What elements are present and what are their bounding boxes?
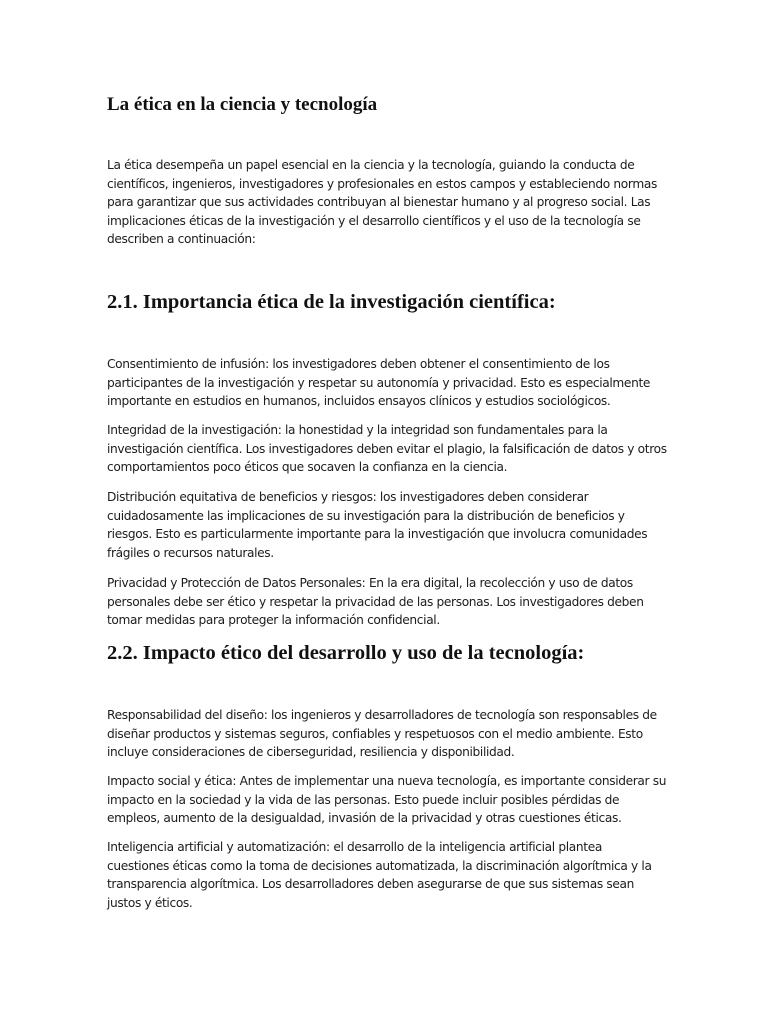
paragraph-consentimiento: Consentimiento de infusión: los investigadores deben obtener el consentimiento de los participantes de la investigación y respetar su autonomía y privacidad. Esto es especialmente importante en estudios en humanos, incluidos ensayos clínicos y estudios sociológicos.	[107, 357, 651, 409]
document-title: La ética en la ciencia y tecnología	[107, 94, 378, 115]
paragraph-privacidad: Privacidad y Protección de Datos Personales: En la era digital, la recolección y uso de datos personales debe ser ético y respetar la privacidad de las personas. Los investigadores deben tomar medidas para proteger la información confidencial.	[107, 576, 644, 628]
section-heading-2: 2.2. Impacto ético del desarrollo y uso de la tecnología:	[107, 642, 585, 664]
paragraph-integridad: Integridad de la investigación: la honestidad y la integridad son fundamentales para la investigación científica. Los investigadores deben evitar el plagio, la falsificación de datos y otros comportamientos poco éticos que socaven la confianza en la ciencia.	[107, 423, 667, 475]
paragraph-distribucion: Distribución equitativa de beneficios y riesgos: los investigadores deben considerar cuidadosamente las implicaciones de su investigación para la distribución de beneficios y riesgos. Esto es particularmente importante para la investigación que involucra comunidades frágiles o recursos naturales.	[107, 490, 648, 560]
paragraph-impacto-social: Impacto social y ética: Antes de implementar una nueva tecnología, es importante considerar su impacto en la sociedad y la vida de las personas. Esto puede incluir posibles pérdidas de empleos, aumento de la desigualdad, invasión de la privacidad y otras cuestiones éticas.	[107, 774, 667, 826]
section-heading-1: 2.1. Importancia ética de la investigación científica:	[107, 291, 556, 313]
paragraph-responsabilidad: Responsabilidad del diseño: los ingenieros y desarrolladores de tecnología son responsables de diseñar productos y sistemas seguros, confiables y respetuosos con el medio ambiente. Esto incluye consideraciones de ciberseguridad, resiliencia y disponibilidad.	[107, 708, 657, 760]
paragraph-inteligencia-artificial: Inteligencia artificial y automatización: el desarrollo de la inteligencia artificial plantea cuestiones éticas como la toma de decisiones automatizada, la discriminación algorítmica y la transparencia algorítmica. Los desarrolladores deben asegurarse de que sus sistemas sean justos y éticos.	[107, 840, 652, 910]
intro-paragraph: La ética desempeña un papel esencial en la ciencia y la tecnología, guiando la conducta de científicos, ingenieros, investigadores y profesionales en estos campos y estableciendo normas para garantizar que sus actividades contribuyan al bienestar humano y al progreso social. Las implicaciones éticas de la investigación y el desarrollo científicos y el uso de la tecnología se describen a continuación:	[107, 158, 657, 247]
